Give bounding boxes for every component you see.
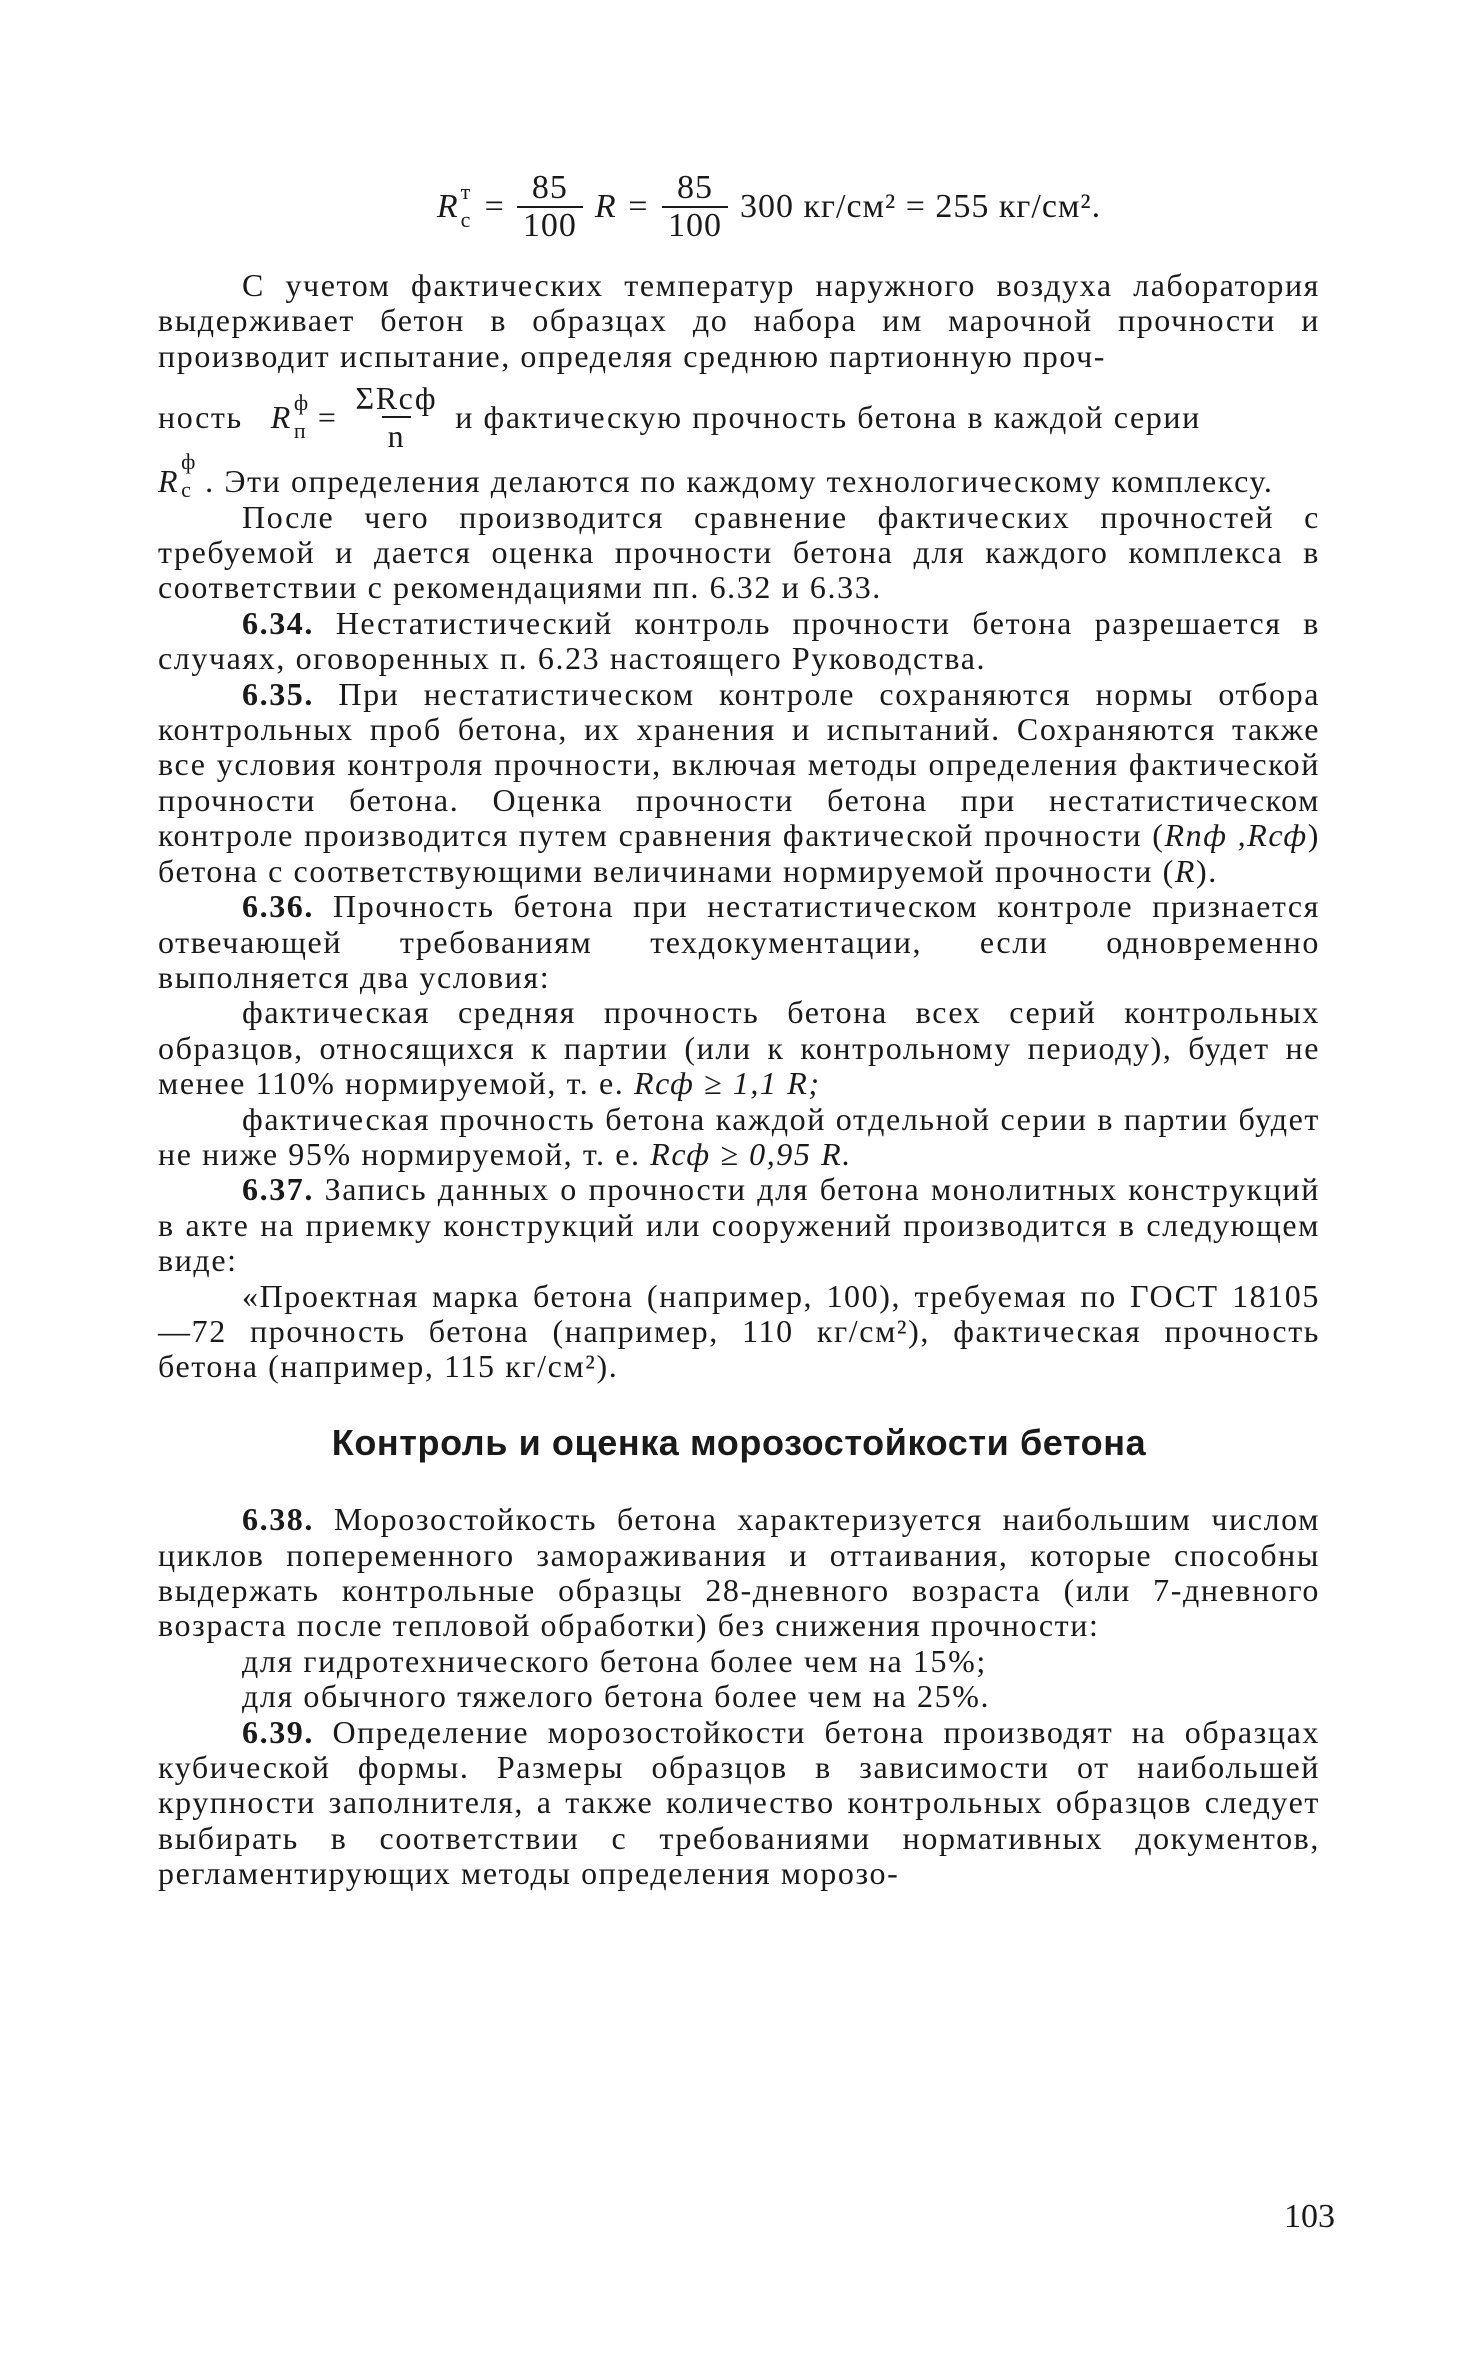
formula-tail: 300 кг/см² = 255 кг/см².: [740, 188, 1102, 226]
fraction-rp: $\frac{\text{ΣRсф}}{n}$: [355, 380, 438, 455]
paragraph-comparison: После чего производится сравнение фактических прочностей с требуемой и дается оценка прочности бетона для каждого комплекса в соответствии с рекомендациями пп. 6.32 и 6.33.: [158, 498, 1320, 606]
section-heading: Контроль и оценка морозостойкости бетона: [331, 1421, 1147, 1463]
formula-rp: ность R ф п = $\frac{\text{ΣRсф}}{n}$ и фактическую прочность бетона в каждой серии: [158, 380, 1201, 455]
fraction-1: $\frac{85}{100}$: [517, 170, 583, 244]
section-6-39: 6.39. Определение морозостойкости бетона производят на образцах кубической формы. Размеры образцов в зависимости от наибольшей крупности заполнителя, а также количество контрольных образцов следует выбирать в соответствии с требованиями нормативных документов, регламентирующих методы определения морозо-: [158, 1713, 1320, 1892]
paragraph-intro: С учетом фактических температур наружного воздуха лаборатория выдерживает бетон в образцах до набора им марочной прочности и производит испытание, определяя среднюю партионную проч-: [158, 267, 1320, 374]
formula-var-r: R: [436, 188, 459, 226]
list-item-heavy: для обычного тяжелого бетона более чем на 25%.: [242, 1678, 991, 1715]
formula-eq: =: [484, 188, 505, 226]
page-content: [158, 170, 1320, 1892]
section-6-38: 6.38. Морозостойкость бетона характеризуется наибольшим числом циклов попеременного замораживания и оттаивания, которые способны выдержать контрольные образцы 28-дневного возраста (или 7-дневного возраста после тепловой обработки) без снижения прочности:: [158, 1501, 1320, 1644]
paragraph-rc: R ф с . Эти определения делаются по каждому технологическому комплексу.: [158, 449, 1274, 503]
condition-2: фактическая прочность бетона каждой отдельной серии в партии будет не ниже 95% нормируемой, т. е. Rсф ≥ 0,95 R.: [158, 1100, 1320, 1172]
page-number: 103: [1284, 2198, 1335, 2235]
formula-var-r: R: [270, 398, 292, 435]
section-6-36: 6.36. Прочность бетона при нестатистическом контроле признается отвечающей требованиям техдокументации, если одновременно выполняется два условия:: [158, 888, 1320, 995]
fraction-2: $\frac{85}{100}$: [662, 170, 728, 244]
formula-r: R =: [594, 188, 651, 226]
condition-1: фактическая средняя прочность бетона всех серий контрольных образцов, относящихся к партии (или к контрольному периоду), будет не менее 110% нормируемой, т. е. Rсф ≥ 1,1 R;: [158, 994, 1320, 1102]
section-6-37: 6.37. Запись данных о прочности для бетона монолитных конструкций в акте на приемку конструкций или сооружений производится в следующем виде:: [158, 1171, 1320, 1279]
formula-indices: т с: [460, 179, 471, 232]
section-6-34: 6.34. Нестатистический контроль прочности бетона разрешается в случаях, оговоренных п. 6.23 настоящего Руководства.: [158, 604, 1320, 677]
act-record-quote: «Проектная марка бетона (например, 100), требуемая по ГОСТ 18105—72 прочность бетона (например, 110 кг/см²), фактическая прочность бетона (например, 115 кг/см²).: [158, 1277, 1320, 1385]
formula-rc-t: [158, 170, 1320, 244]
section-6-35: 6.35. При нестатистическом контроле сохраняются нормы отбора контрольных проб бетона, их хранения и испытаний. Сохраняются также все условия контроля прочности, включая методы определения фактической прочности бетона. Оценка прочности бетона при нестатистическом контроле производится путем сравнения фактической прочности (Rпф ,Rсф) бетона с соответствующими величинами нормируемой прочности (R).: [158, 675, 1320, 889]
list-item-hydro: для гидротехнического бетона более чем на 15%;: [242, 1642, 987, 1679]
